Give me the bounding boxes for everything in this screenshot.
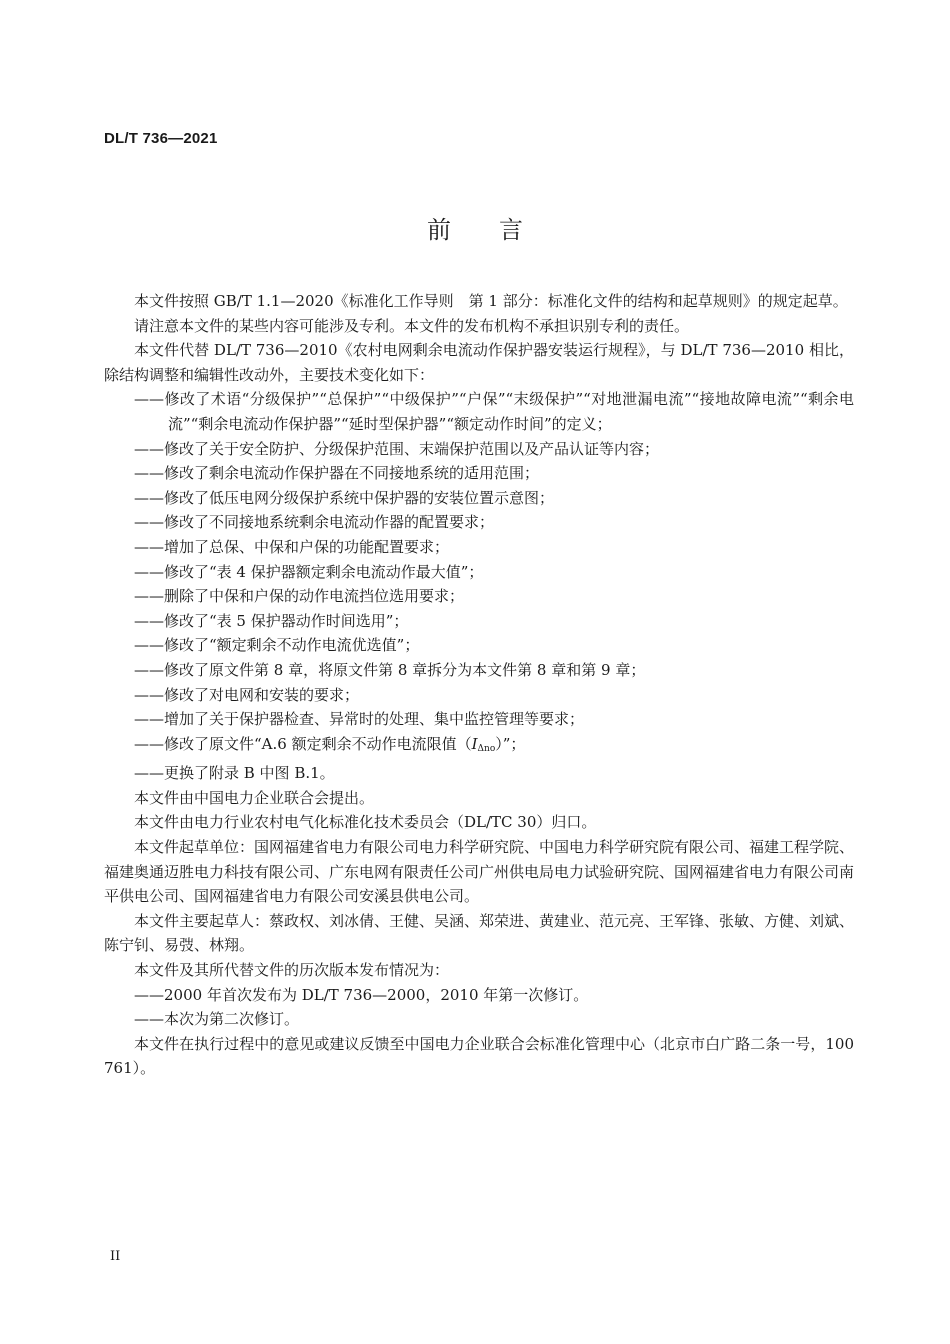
change-list-item: ——修改了“表 5 保护器动作时间选用”； bbox=[134, 611, 409, 630]
paragraph: 本文件起草单位：国网福建省电力有限公司电力科学研究院、中国电力科学研究院有限公司、福建工程学院、福建奥通迈胜电力科技有限公司、广东电网有限责任公司广州供电局电力试验研究院、国网福建省电力有限公司南平供电公司、国网福建省电力有限公司安溪县供电公司。 bbox=[104, 838, 855, 906]
change-list-item: ——修改了低压电网分级保护系统中保护器的安装位置示意图； bbox=[134, 488, 555, 507]
paragraph: 本文件由中国电力企业联合会提出。 bbox=[134, 788, 375, 807]
change-list-item: ——修改了原文件第 8 章，将原文件第 8 章拆分为本文件第 8 章和第 9 章； bbox=[134, 660, 646, 679]
list-item-text: ——修改了原文件“A.6 额定剩余不动作电流限值（ bbox=[134, 734, 472, 753]
change-list-item: ——修改了“表 4 保护器额定剩余电流动作最大值”； bbox=[134, 562, 484, 581]
current-symbol-subscript: Δno bbox=[477, 743, 496, 754]
paragraph: 本文件主要起草人：蔡政权、刘冰倩、王健、吴涵、郑荣进、黄建业、范元亮、王军锋、张敏、方健、刘斌、陈宁钊、易弢、林翔。 bbox=[104, 911, 855, 955]
change-list-item: ——增加了关于保护器检查、异常时的处理、集中监控管理等要求； bbox=[134, 710, 585, 729]
paragraph: 本文件在执行过程中的意见或建议反馈至中国电力企业联合会标准化管理中心（北京市白广路二条一号，100761）。 bbox=[104, 1034, 854, 1078]
paragraph: 本文件由电力行业农村电气化标准化技术委员会（DL/TC 30）归口。 bbox=[134, 813, 597, 832]
current-symbol: I bbox=[471, 734, 478, 753]
change-list-item: ——删除了中保和户保的动作电流挡位选用要求； bbox=[134, 587, 465, 606]
change-list-item: ——本次为第二次修订。 bbox=[134, 1010, 300, 1029]
change-list-item: ——2000 年首次发布为 DL/T 736—2000，2010 年第一次修订。 bbox=[134, 985, 589, 1004]
paragraph: 请注意本文件的某些内容可能涉及专利。本文件的发布机构不承担识别专利的责任。 bbox=[134, 316, 690, 335]
paragraph: 本文件按照 GB/T 1.1—2020《标准化工作导则 第 1 部分：标准化文件的结构和起草规则》的规定起草。 bbox=[134, 292, 848, 310]
change-list-item bbox=[104, 732, 854, 762]
document-code: DL/T 736—2021 bbox=[104, 130, 218, 147]
change-list-item: ——修改了对电网和安装的要求； bbox=[134, 685, 360, 704]
change-list-item: ——更换了附录 B 中图 B.1。 bbox=[134, 764, 335, 783]
paragraph: 本文件代替 DL/T 736—2010《农村电网剩余电流动作保护器安装运行规程》，与 DL/T 736—2010 相比，除结构调整和编辑性改动外，主要技术变化如下： bbox=[104, 341, 854, 384]
page-number: II bbox=[110, 1249, 121, 1264]
change-list-item: ——修改了剩余电流动作保护器在不同接地系统的适用范围； bbox=[134, 464, 540, 483]
paragraph: 本文件及其所代替文件的历次版本发布情况为： bbox=[134, 961, 450, 980]
change-list-item: ——修改了不同接地系统剩余电流动作器的配置要求； bbox=[134, 513, 495, 532]
change-list-item: ——修改了术语“分级保护”“总保护”“中级保护”“户保”“末级保护”“对地泄漏电流”“接地故障电流”“剩余电流”“剩余电流动作保护器”“延时型保护器”“额定动作时间”的定义； bbox=[134, 390, 854, 433]
list-item-text: ）”； bbox=[495, 734, 526, 753]
change-list-item: ——增加了总保、中保和户保的功能配置要求； bbox=[134, 537, 450, 556]
document-body bbox=[104, 289, 854, 1081]
page-title: 前言 bbox=[427, 216, 571, 244]
change-list-item: ——修改了关于安全防护、分级保护范围、末端保护范围以及产品认证等内容； bbox=[134, 439, 660, 458]
change-list-item: ——修改了“额定剩余不动作电流优选值”； bbox=[134, 636, 420, 655]
